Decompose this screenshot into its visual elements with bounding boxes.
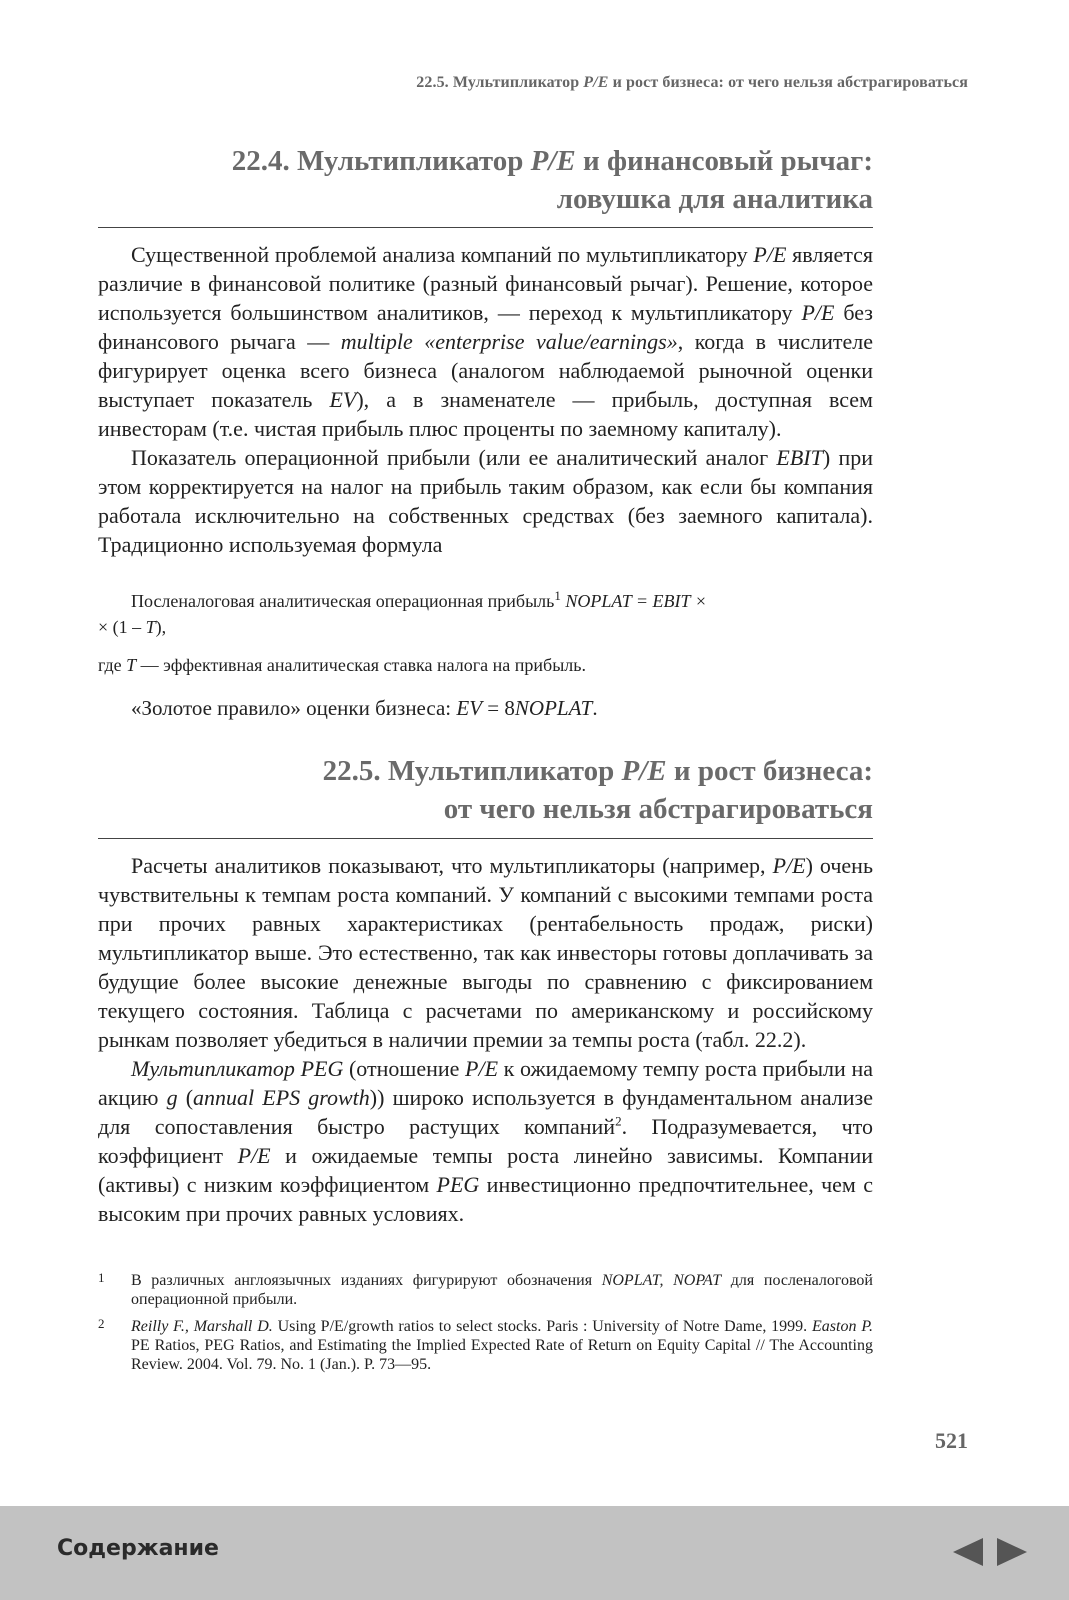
- text: «Золотое правило» оценки бизнеса:: [131, 696, 457, 720]
- title-text: и финансовый рычаг:: [575, 145, 873, 177]
- text: и ожидаемые темпы роста линейно зависимы. Компании (активы) с низким коэффициентом: [98, 1143, 873, 1197]
- page-number: 521: [935, 1428, 968, 1453]
- italic-text: EV: [456, 696, 483, 720]
- running-head: [416, 74, 968, 92]
- text: )) широко используется в фундаментальном анализе для сопоставления быстро растущих компаний: [98, 1085, 873, 1139]
- table-of-contents-link[interactable]: Содержание: [57, 1536, 219, 1561]
- italic-text: EBIT: [776, 445, 823, 470]
- text: инвестиционно предпочтительнее, чем с высоким при прочих равных условиях.: [98, 1172, 874, 1226]
- text: ), а в знаменателе — прибыль, доступная всем инвесторам (т.е. чистая прибыль плюс проценты по заемному капиталу).: [98, 387, 873, 441]
- golden-rule: [98, 694, 873, 723]
- text: = 8: [482, 696, 515, 720]
- section-22-5-title-line2: от чего нельзя абстрагироваться: [443, 793, 873, 825]
- paragraph: [98, 694, 873, 723]
- italic-text: P/E: [801, 300, 835, 325]
- italic-text: Easton P.: [812, 1318, 874, 1335]
- previous-page-button[interactable]: [951, 1536, 985, 1568]
- text: — эффективная аналитическая ставка налога на прибыль.: [136, 655, 586, 675]
- italic-text: g: [166, 1085, 178, 1110]
- text: Using P/E/growth ratios to select stocks. Paris : University of Notre Dame, 1999.: [272, 1318, 813, 1335]
- triangle-left-icon: [951, 1536, 985, 1568]
- title-text: 22.4. Мультипликатор: [231, 145, 531, 177]
- italic-text: P/E: [772, 853, 806, 878]
- formula-line2: [98, 614, 873, 640]
- formula-block: [98, 588, 873, 678]
- italic-text: P/E: [465, 1056, 499, 1081]
- italic-text: P/E: [237, 1143, 271, 1168]
- italic-text: EV: [329, 387, 357, 412]
- text: PE Ratios, PEG Ratios, and Estimating the Implied Expected Rate of Return on Equity Capital // The Accounting Review. 2004. Vol. 79. No. 1 (Jan.). P. 73—95.: [131, 1337, 873, 1373]
- footnote-number: 2: [98, 1316, 105, 1331]
- title-pe: P/E: [530, 145, 576, 177]
- next-page-button[interactable]: [995, 1536, 1029, 1568]
- text: ) при этом корректируется на налог на прибыль таким образом, как если бы компания работала исключительно на собственных средствах (без заемного капитала). Традиционно используемая формула: [98, 445, 874, 557]
- text: без финансового рычага —: [98, 300, 873, 354]
- text: ),: [155, 617, 167, 637]
- section-22-4-title: [98, 142, 873, 218]
- text: к ожидаемому темпу роста прибыли на акцию: [98, 1056, 873, 1110]
- section-22-5-title-line1: [98, 752, 873, 790]
- footnote-1: [98, 1271, 873, 1309]
- text: . Подразумевается, что коэффициент: [98, 1114, 873, 1168]
- triangle-right-icon: [995, 1536, 1029, 1568]
- text: ) очень чувствительны к темпам роста компаний. У компаний с высокими темпами роста при прочих равных характеристиках (рентабельность продаж, риски) мультипликатор выше. Это естественно, так как инвесторы готовы доплачивать за будущие более высокие денежные выгоды по сравнению с фиксированием текущего состояния. Таблица с расчетами по американскому и российскому рынкам позволяет убедиться в наличии премии за темпы роста (табл. 22.2).: [98, 853, 873, 1052]
- text: (: [177, 1085, 194, 1110]
- footnote-text: [131, 1271, 873, 1309]
- text: .: [592, 696, 598, 720]
- running-head-suffix: и рост бизнеса: от чего нельзя абстрагироваться: [608, 74, 968, 91]
- section-rule: [98, 838, 873, 839]
- section-22-4-title-line1: [98, 142, 873, 180]
- text: , когда в числителе фигурирует оценка всего бизнеса (аналогом наблюдаемой рыночной оценки выступает показатель: [98, 329, 873, 412]
- italic-text: multiple «enterprise value/earnings»: [340, 329, 678, 354]
- text: для посленалоговой операционной прибыли.: [131, 1272, 873, 1308]
- title-text: 22.5. Мультипликатор: [322, 755, 622, 787]
- text: × (1 –: [98, 617, 146, 637]
- section-22-5-body: [98, 851, 873, 1228]
- footnotes: [98, 1271, 873, 1382]
- italic-text: Мультипликатор PEG: [131, 1056, 344, 1081]
- footnote-ref[interactable]: 2: [615, 1113, 622, 1129]
- paragraph: [98, 851, 873, 1054]
- paragraph: [98, 443, 873, 559]
- title-pe: P/E: [621, 755, 667, 787]
- text: (отношение: [343, 1056, 466, 1081]
- running-head-prefix: 22.5. Мультипликатор: [416, 74, 584, 91]
- paragraph: [98, 1054, 873, 1228]
- text: В различных англоязычных изданиях фигурируют обозначения: [131, 1272, 602, 1289]
- section-22-4-title-line2: ловушка для аналитика: [556, 183, 873, 215]
- footnote-ref[interactable]: 1: [554, 588, 561, 603]
- text: Существенной проблемой анализа компаний по мультипликатору: [131, 242, 754, 267]
- italic-text: annual EPS growth: [193, 1085, 370, 1110]
- section-22-5-title: [98, 752, 873, 828]
- italic-text: NOPLAT: [514, 696, 593, 720]
- section-rule: [98, 227, 873, 228]
- italic-text: PEG: [436, 1172, 480, 1197]
- text: Показатель операционной прибыли (или ее аналитический аналог: [131, 445, 777, 470]
- text: Расчеты аналитиков показывают, что мультипликаторы (например,: [131, 853, 773, 878]
- italic-text: P/E: [753, 242, 787, 267]
- footnote-2: [98, 1317, 873, 1374]
- running-head-pe: P/E: [583, 74, 609, 91]
- italic-text: NOPLAT = EBIT ×: [560, 591, 707, 611]
- section-22-4-body: [98, 240, 873, 559]
- italic-text: Reilly F., Marshall D.: [131, 1318, 273, 1335]
- italic-text: NOPLAT, NOPAT: [601, 1272, 722, 1289]
- text: где: [98, 655, 127, 675]
- italic-text: T: [126, 655, 137, 675]
- title-text: и рост бизнеса:: [666, 755, 873, 787]
- bottom-nav-bar: [0, 1506, 1069, 1600]
- formula-where: [98, 652, 873, 678]
- text: является различие в финансовой политике (разный финансовый рычаг). Решение, которое используется большинством аналитиков, — переход к мультипликатору: [98, 242, 873, 325]
- footnote-number: 1: [98, 1270, 105, 1285]
- paragraph: [98, 240, 873, 443]
- footnote-text: [131, 1317, 873, 1374]
- text: Посленалоговая аналитическая операционная прибыль: [131, 591, 555, 611]
- italic-text: T: [145, 617, 156, 637]
- formula: [98, 588, 873, 614]
